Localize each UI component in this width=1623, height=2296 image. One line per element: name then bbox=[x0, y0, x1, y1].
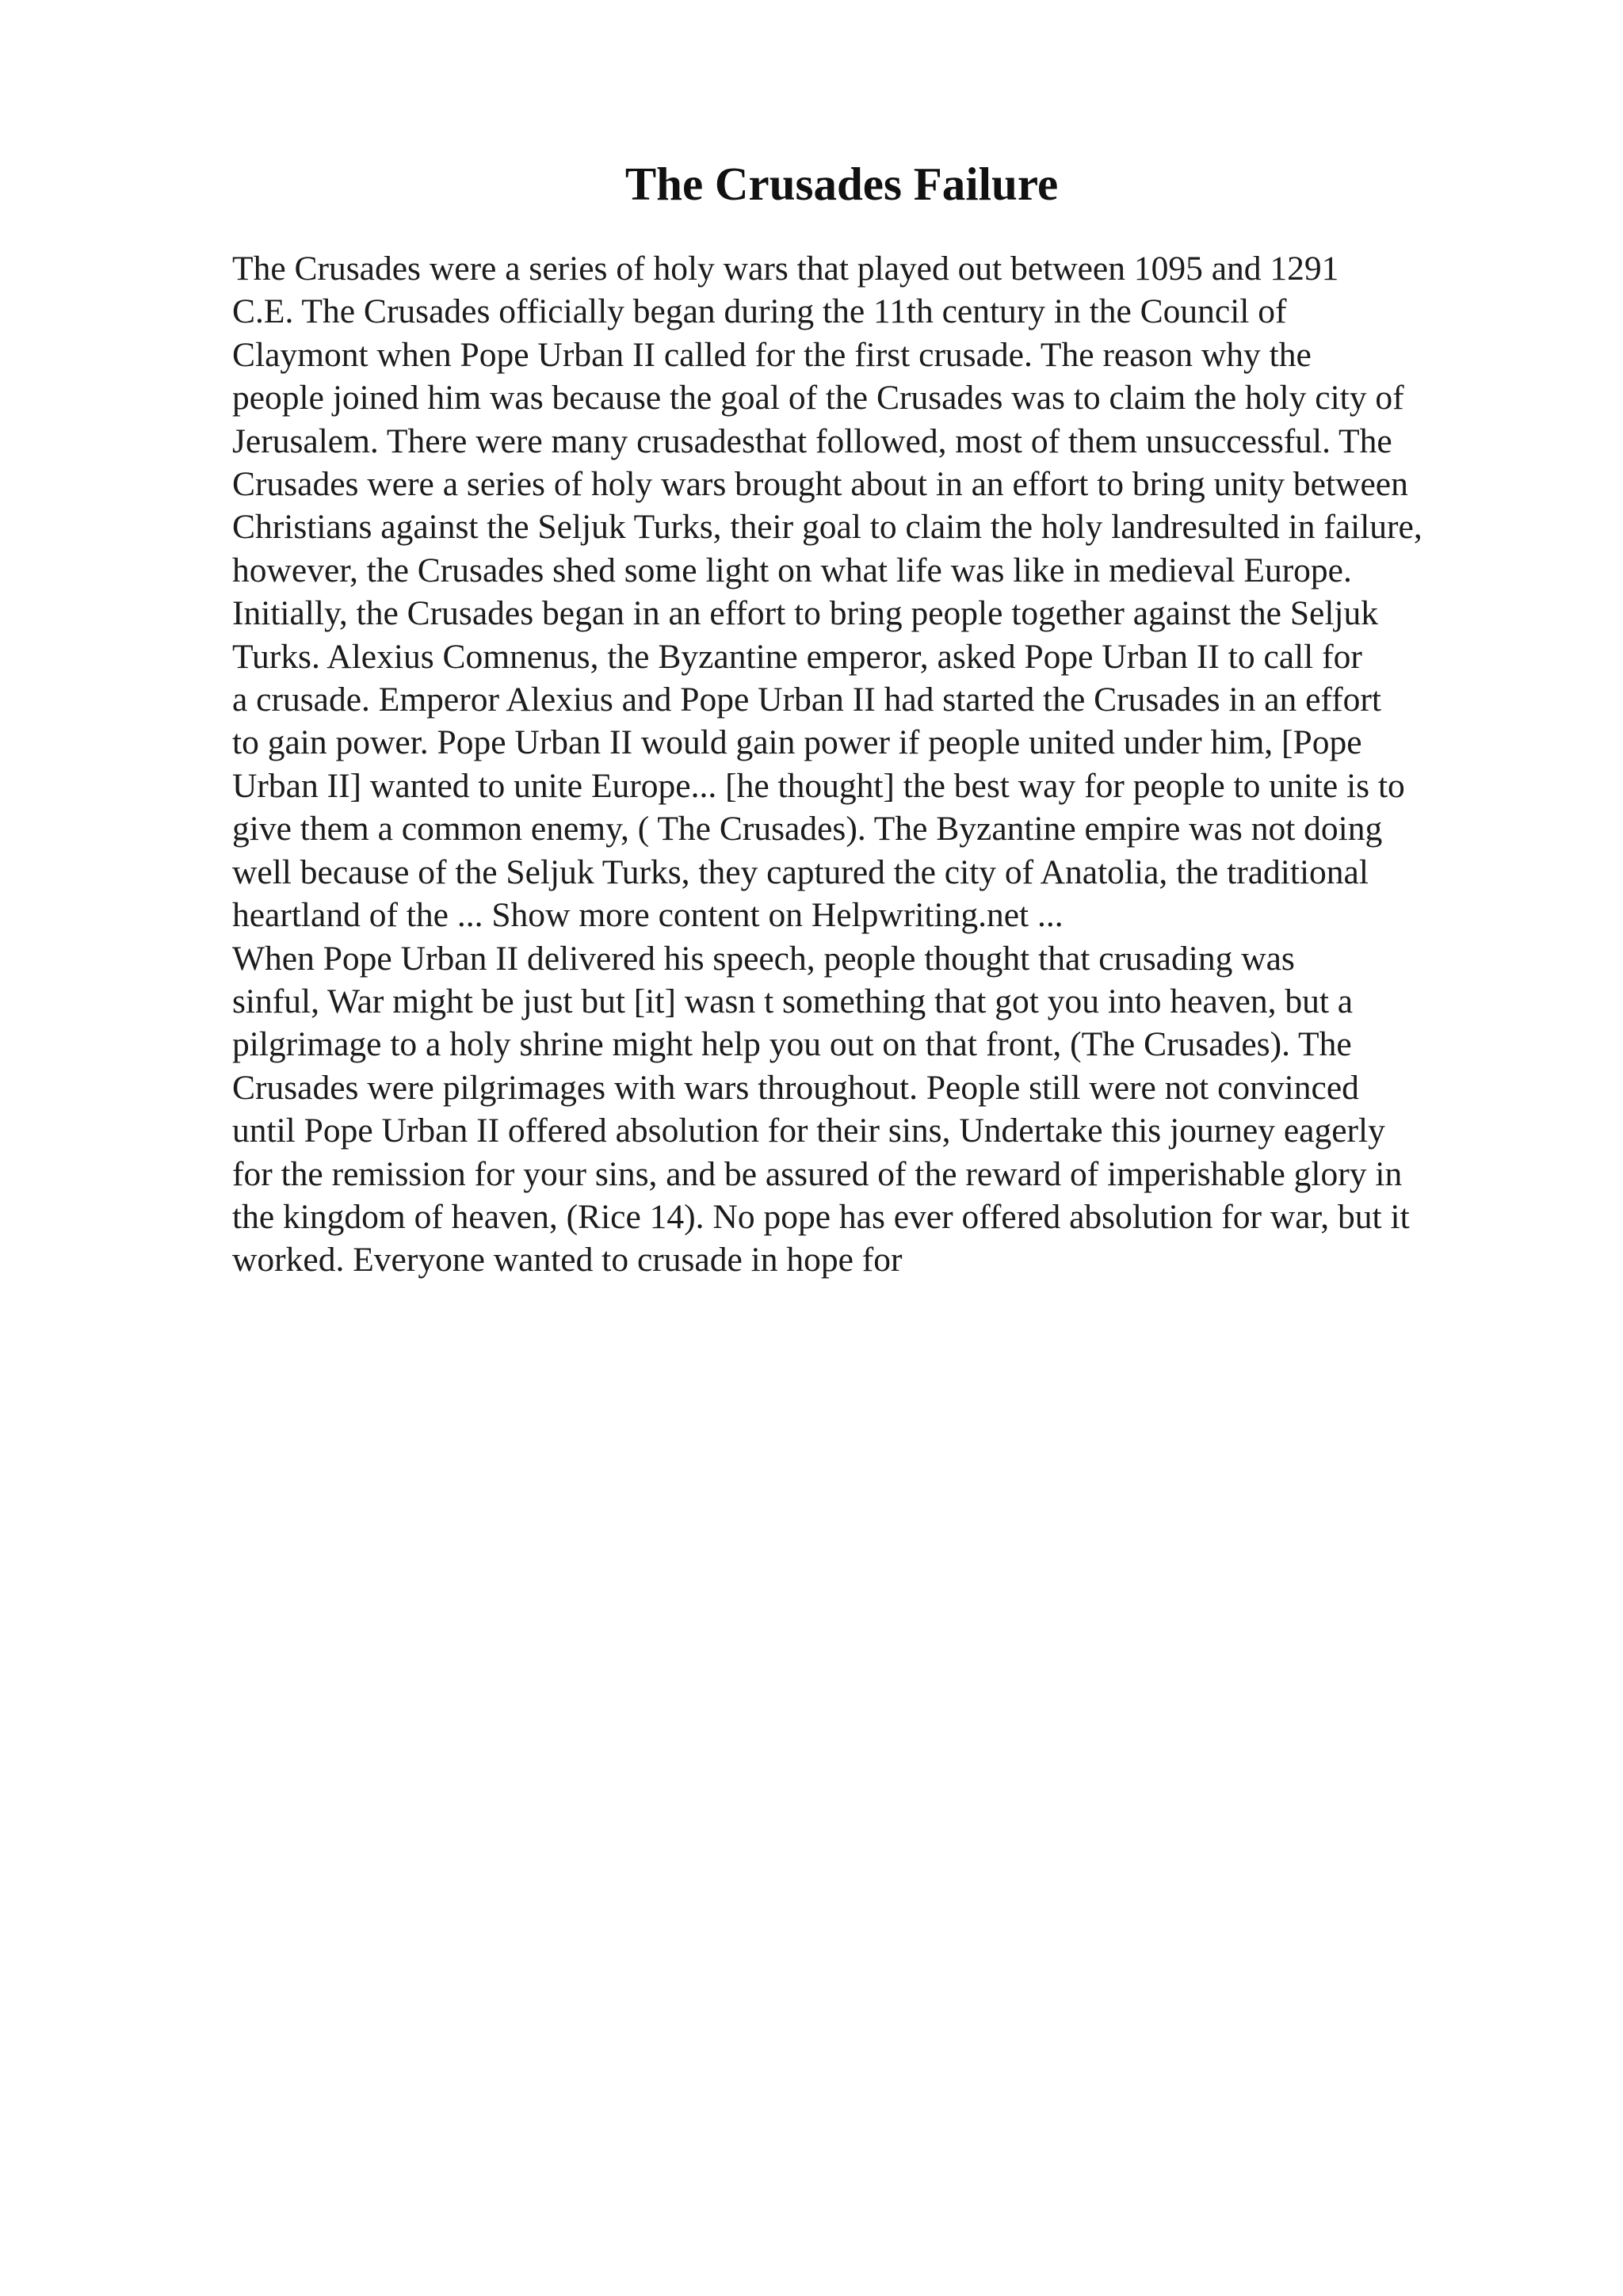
body-line: the kingdom of heaven, (Rice 14). No pope has ever offered absolution for war, but it bbox=[232, 1197, 1410, 1236]
body-line: The Crusades were a series of holy wars that played out between 1095 and 1291 bbox=[232, 250, 1339, 288]
body-line: heartland of the ... Show more content on Helpwriting.net ... bbox=[232, 896, 1064, 935]
document-body bbox=[232, 247, 1548, 1282]
body-line: until Pope Urban II offered absolution for their sins, Undertake this journey eagerly bbox=[232, 1112, 1385, 1150]
body-line: however, the Crusades shed some light on what life was like in medieval Europe. bbox=[232, 551, 1352, 589]
body-line: Turks. Alexius Comnenus, the Byzantine emperor, asked Pope Urban II to call for bbox=[232, 637, 1362, 676]
body-line: Christians against the Seljuk Turks, their goal to claim the holy landresulted in failure, bbox=[232, 508, 1423, 547]
document-title: The Crusades Failure bbox=[624, 158, 1059, 210]
body-line: Jerusalem. There were many crusadesthat followed, most of them unsuccessful. The bbox=[232, 421, 1392, 460]
body-line: a crusade. Emperor Alexius and Pope Urban II had started the Crusades in an effort bbox=[232, 681, 1381, 719]
body-line: for the remission for your sins, and be assured of the reward of imperishable glory in bbox=[232, 1154, 1403, 1193]
body-line: Claymont when Pope Urban II called for the first crusade. The reason why the bbox=[232, 335, 1312, 374]
body-line: well because of the Seljuk Turks, they captured the city of Anatolia, the traditional bbox=[232, 852, 1369, 891]
body-line: to gain power. Pope Urban II would gain power if people united under him, [Pope bbox=[232, 723, 1362, 762]
body-line: pilgrimage to a holy shrine might help you out on that front, (The Crusades). The bbox=[232, 1025, 1352, 1064]
body-line: give them a common enemy, ( The Crusades). The Byzantine empire was not doing bbox=[232, 810, 1383, 849]
body-line: Crusades were pilgrimages with wars throughout. People still were not convinced bbox=[232, 1068, 1359, 1107]
body-line: Urban II] wanted to unite Europe... [he thought] the best way for people to unite is to bbox=[232, 766, 1405, 805]
body-line: people joined him was because the goal of the Crusades was to claim the holy city of bbox=[232, 379, 1404, 418]
body-line: sinful, War might be just but [it] wasn t something that got you into heaven, but a bbox=[232, 982, 1354, 1020]
body-line: Crusades were a series of holy wars brought about in an effort to bring unity between bbox=[232, 465, 1408, 504]
body-line: When Pope Urban II delivered his speech, people thought that crusading was bbox=[232, 939, 1295, 978]
body-line: worked. Everyone wanted to crusade in hope for bbox=[232, 1241, 903, 1280]
body-line: C.E. The Crusades officially began during the 11th century in the Council of bbox=[232, 292, 1287, 331]
body-line: Initially, the Crusades began in an effort to bring people together against the Seljuk bbox=[232, 594, 1378, 633]
